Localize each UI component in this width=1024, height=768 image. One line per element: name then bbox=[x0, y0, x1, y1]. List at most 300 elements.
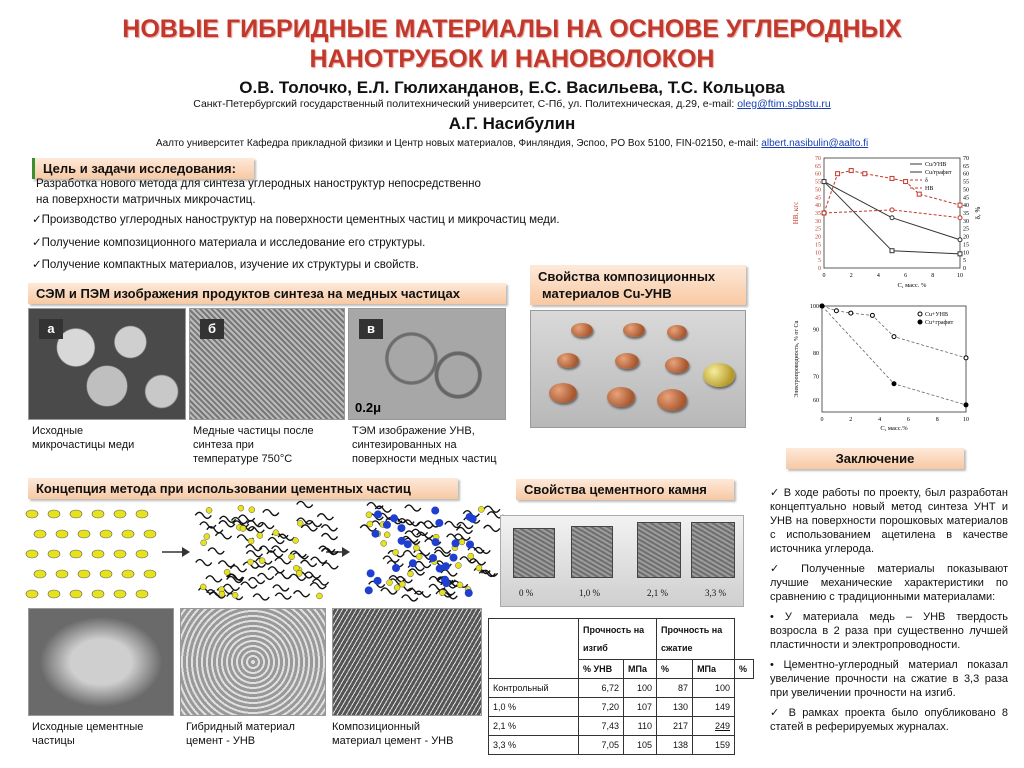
composite-material-image bbox=[332, 608, 482, 716]
particle bbox=[114, 510, 126, 518]
particle bbox=[201, 540, 207, 546]
coin bbox=[557, 353, 579, 368]
matrix-particle bbox=[466, 513, 474, 521]
legend-entry: HB bbox=[925, 186, 934, 192]
y-axis-label: HB, кгс bbox=[792, 201, 800, 225]
particle bbox=[232, 592, 238, 598]
nanofiber bbox=[275, 558, 291, 564]
caption-line: микрочастицы меди bbox=[32, 439, 135, 451]
caption-line: температуре 750°C bbox=[193, 453, 293, 465]
caption-line: синтеза при bbox=[193, 439, 254, 451]
nanofiber bbox=[246, 551, 262, 557]
x-tick-label: 8 bbox=[931, 273, 935, 279]
particle bbox=[136, 510, 148, 518]
nanofiber bbox=[253, 594, 269, 600]
caption-line: частицы bbox=[32, 735, 75, 747]
affiliation-2 bbox=[0, 138, 1024, 149]
poster-title-line2: НАНОТРУБОК И НАНОВОЛОКОН bbox=[309, 45, 715, 73]
cement-brick bbox=[637, 522, 681, 578]
email-link-2[interactable]: albert.nasibulin@aalto.fi bbox=[761, 138, 869, 149]
y-tick-label: 60 bbox=[813, 398, 819, 405]
particle bbox=[416, 554, 422, 560]
y-tick-label: 70 bbox=[813, 374, 819, 381]
x-tick-label: 6 bbox=[906, 417, 910, 423]
particle bbox=[289, 554, 295, 560]
conclusion-item-1: ✓ В ходе работы по проекту, был разработан концептуально новый метод синтеза УНТ и УНВ на поверхности порошковых материалов с использованием ацетилена в качестве источника углерода. bbox=[770, 487, 1008, 555]
matrix-particle bbox=[450, 554, 458, 562]
affiliation-2-text: Аалто университет Кафедра прикладной физики и Центр новых материалов, Финляндия, Эспоо, PO Box 5100, FIN-02150, e-mail: bbox=[155, 138, 762, 149]
matrix-particle bbox=[465, 589, 473, 597]
table-cell: 87 bbox=[657, 679, 693, 698]
goals-intro bbox=[36, 176, 481, 208]
data-point bbox=[964, 356, 968, 360]
matrix-particle bbox=[435, 519, 443, 527]
y2-tick-label: 40 bbox=[963, 203, 969, 210]
cement-bricks-photo bbox=[500, 515, 744, 607]
data-point bbox=[958, 238, 962, 242]
brick-label: 3,3 % bbox=[705, 588, 726, 598]
image-letter-b: б bbox=[200, 319, 224, 339]
particle bbox=[122, 570, 134, 578]
conclusion-item-3: • У материала медь – УНВ твердость возросла в 2 раза при существенно лучшей пластичности и электропроводности. bbox=[770, 611, 1008, 651]
nanofiber bbox=[301, 560, 317, 566]
concept-caption-3 bbox=[332, 720, 453, 748]
particle bbox=[78, 530, 90, 538]
data-point bbox=[870, 313, 874, 317]
y2-tick-label: 10 bbox=[963, 250, 969, 257]
nanofiber bbox=[415, 561, 431, 567]
x-tick-label: 4 bbox=[878, 417, 882, 423]
y-tick-label: 25 bbox=[815, 226, 821, 233]
matrix-particle bbox=[451, 539, 459, 547]
table-row bbox=[489, 717, 754, 736]
caption-line: Исходные bbox=[32, 425, 84, 437]
matrix-particle bbox=[397, 524, 405, 532]
concept-heading: Концепция метода при использовании цементных частиц bbox=[28, 478, 458, 499]
table-cell: 1,0 % bbox=[489, 698, 579, 717]
conclusion-list bbox=[770, 486, 1008, 740]
table-cell: 130 bbox=[657, 698, 693, 717]
particle bbox=[387, 580, 393, 586]
caption-line: Гибридный материал bbox=[186, 721, 295, 733]
coin bbox=[607, 387, 635, 407]
matrix-particle bbox=[383, 521, 391, 529]
y-tick-label: 30 bbox=[815, 218, 821, 225]
goal-item-3-text: Получение компактных материалов, изучение их структуры и свойств. bbox=[41, 259, 419, 271]
email-link-1[interactable]: oleg@ftim.spbstu.ru bbox=[737, 98, 831, 110]
strength-table bbox=[488, 618, 754, 755]
particle bbox=[136, 590, 148, 598]
particle bbox=[478, 506, 484, 512]
y2-tick-label: 15 bbox=[963, 242, 969, 249]
cement-brick bbox=[691, 522, 735, 578]
goal-item-1-text: Производство углеродных наноструктур на поверхности цементных частиц и микрочастиц меди. bbox=[41, 214, 560, 226]
particle bbox=[122, 530, 134, 538]
composite-network bbox=[360, 503, 503, 601]
matrix-particle bbox=[392, 564, 400, 572]
y-tick-label: 100 bbox=[810, 304, 819, 310]
caption-line: цемент - УНВ bbox=[186, 735, 256, 747]
table-cell: МПа bbox=[623, 660, 656, 679]
tem-image-c bbox=[348, 308, 506, 420]
matrix-particle bbox=[436, 565, 444, 573]
particle bbox=[204, 534, 210, 540]
particle bbox=[92, 510, 104, 518]
nanofiber bbox=[196, 560, 212, 566]
particle bbox=[78, 570, 90, 578]
particle bbox=[259, 558, 265, 564]
particle bbox=[407, 571, 413, 577]
x-tick-label: 2 bbox=[849, 417, 853, 423]
particle bbox=[393, 549, 399, 555]
y-tick-label: 50 bbox=[815, 187, 821, 194]
matrix-particle bbox=[466, 540, 474, 548]
data-point bbox=[822, 211, 826, 215]
particle bbox=[100, 570, 112, 578]
cu-props-heading bbox=[530, 265, 746, 305]
table-row bbox=[489, 679, 754, 698]
cement-brick bbox=[571, 526, 613, 578]
x-tick-label: 2 bbox=[849, 273, 853, 279]
nanofiber bbox=[216, 533, 232, 539]
y-axis-label: Электропроводность, % от Cu bbox=[794, 320, 800, 398]
table-cell: 149 bbox=[693, 698, 735, 717]
heading-line: Свойства композиционных bbox=[538, 269, 716, 284]
table-cell: % bbox=[657, 660, 693, 679]
caption-line: Композиционный bbox=[332, 721, 420, 733]
coin bbox=[571, 323, 593, 337]
table-cell: 100 bbox=[693, 679, 735, 698]
table-cell: 249 bbox=[693, 717, 735, 736]
data-point bbox=[820, 304, 824, 308]
particle bbox=[384, 532, 390, 538]
y-tick-label: 0 bbox=[818, 266, 821, 272]
table-cell: 217 bbox=[657, 717, 693, 736]
conclusion-text: У материала медь – УНВ твердость возросла в 2 раза при существенно лучшей пластичности и электропроводности. bbox=[770, 611, 1008, 651]
x-tick-label: 4 bbox=[876, 273, 880, 279]
nanofiber bbox=[275, 593, 291, 599]
table-cell: МПа bbox=[693, 660, 735, 679]
x-tick-label: 0 bbox=[820, 417, 824, 423]
goal-item-2-text: Получение композиционного материала и исследование его структуры. bbox=[41, 237, 426, 249]
particle bbox=[206, 507, 212, 513]
authors: О.В. Толочко, Е.Л. Гюлиханданов, Е.С. Васильева, Т.С. Кольцова bbox=[239, 78, 785, 97]
nanofiber bbox=[258, 573, 274, 579]
y-tick-label: 60 bbox=[815, 171, 821, 178]
nanofiber bbox=[268, 538, 284, 544]
y2-tick-label: 70 bbox=[963, 156, 969, 162]
table-cell bbox=[489, 619, 579, 679]
y-tick-label: 65 bbox=[815, 163, 821, 170]
scale-bar-label: 0.2μ bbox=[355, 400, 382, 415]
conclusion-heading: Заключение bbox=[786, 448, 964, 469]
table-cell: 7,43 bbox=[579, 717, 624, 736]
nanofiber bbox=[275, 573, 291, 579]
table-cell: % bbox=[735, 660, 754, 679]
nanofiber bbox=[322, 563, 338, 569]
nanofiber bbox=[246, 545, 262, 551]
data-point bbox=[958, 203, 962, 207]
particle bbox=[367, 521, 373, 527]
table-cell: 107 bbox=[623, 698, 656, 717]
table-header-bend bbox=[579, 619, 657, 660]
particle bbox=[100, 530, 112, 538]
x-tick-label: 8 bbox=[935, 417, 939, 423]
data-point bbox=[890, 216, 894, 220]
y2-tick-label: 55 bbox=[963, 179, 969, 186]
y2-tick-label: 65 bbox=[963, 163, 969, 170]
particle bbox=[413, 545, 419, 551]
legend-swatch bbox=[918, 312, 922, 316]
particle bbox=[455, 562, 461, 568]
caption-line: поверхности медных частиц bbox=[352, 453, 497, 465]
data-point bbox=[890, 176, 894, 180]
particle bbox=[92, 550, 104, 558]
x-tick-label: 6 bbox=[904, 273, 908, 279]
data-point bbox=[849, 311, 853, 315]
image-letter-c: в bbox=[359, 319, 383, 339]
data-point bbox=[892, 335, 896, 339]
goal-item-1: ✓Производство углеродных наноструктур на поверхности цементных частиц и микрочастиц меди. bbox=[32, 214, 560, 226]
table-cell: Контрольный bbox=[489, 679, 579, 698]
data-point bbox=[958, 252, 962, 256]
matrix-particle bbox=[398, 537, 406, 545]
table-cell: 138 bbox=[657, 736, 693, 755]
conclusion-text: В ходе работы по проекту, был разработан концептуально новый метод синтеза УНТ и УНВ на поверхности порошковых материалов с использованием ацетилена в качестве источника углерода. bbox=[770, 487, 1008, 555]
particle bbox=[92, 590, 104, 598]
particle bbox=[293, 537, 299, 543]
matrix-particle bbox=[374, 510, 382, 518]
table-row bbox=[489, 619, 754, 660]
goals-intro-line2: на поверхности матричных микрочастиц. bbox=[36, 194, 256, 206]
sem-caption-a bbox=[32, 424, 134, 452]
data-point bbox=[964, 403, 968, 407]
table-cell: 3,3 % bbox=[489, 736, 579, 755]
concept-caption-2 bbox=[186, 720, 295, 748]
x-tick-label: 10 bbox=[957, 273, 963, 279]
cement-particles-image bbox=[28, 608, 174, 716]
particle bbox=[381, 540, 387, 546]
particle bbox=[56, 530, 68, 538]
nanofiber bbox=[208, 548, 224, 554]
goals-intro-line1: Разработка нового метода для синтеза углеродных наноструктур непосредственно bbox=[36, 178, 481, 190]
goal-item-3: ✓Получение компактных материалов, изучение их структуры и свойств. bbox=[32, 259, 419, 271]
conclusion-text: Цементно-углеродный материал показал увеличение прочности на сжатие в 3,3 раза при увеличении прочности на изгиб. bbox=[770, 659, 1008, 699]
data-point bbox=[890, 249, 894, 253]
particle bbox=[394, 585, 400, 591]
nanofiber bbox=[241, 582, 257, 588]
table-row bbox=[489, 736, 754, 755]
nanofiber bbox=[311, 557, 327, 563]
nanofiber bbox=[223, 584, 239, 590]
nanofiber bbox=[367, 503, 383, 509]
particle bbox=[238, 505, 244, 511]
particle bbox=[70, 510, 82, 518]
nanofiber bbox=[207, 527, 223, 533]
particle bbox=[26, 550, 38, 558]
nanofiber bbox=[206, 576, 222, 582]
data-point bbox=[917, 192, 921, 196]
y-tick-label: 35 bbox=[815, 211, 821, 217]
image-letter-a: а bbox=[39, 319, 63, 339]
nanofiber bbox=[248, 527, 264, 533]
y-tick-label: 55 bbox=[815, 179, 821, 186]
particle bbox=[248, 538, 254, 544]
heading-line: материалов Cu-УНВ bbox=[542, 286, 672, 301]
y2-axis-label: δ, % bbox=[974, 206, 982, 220]
y-tick-label: 80 bbox=[813, 351, 819, 358]
conclusion-text: В рамках проекта было опубликовано 8 статей в реферируемых журналах. bbox=[770, 707, 1008, 733]
data-point bbox=[849, 169, 853, 173]
nanofiber bbox=[273, 585, 289, 591]
particle bbox=[48, 590, 60, 598]
particle bbox=[200, 584, 206, 590]
particle bbox=[70, 550, 82, 558]
cement-props-heading: Свойства цементного камня bbox=[516, 479, 734, 500]
y-tick-label: 40 bbox=[815, 203, 821, 210]
particle bbox=[366, 512, 372, 518]
brick-label: 1,0 % bbox=[579, 588, 600, 598]
nanofiber bbox=[231, 566, 247, 572]
caption-line: материал цемент - УНВ bbox=[332, 735, 454, 747]
nanofiber bbox=[218, 561, 234, 567]
affiliation-1 bbox=[0, 98, 1024, 110]
conductivity-chart bbox=[788, 298, 978, 436]
particle bbox=[70, 590, 82, 598]
particle bbox=[297, 520, 303, 526]
particle bbox=[114, 590, 126, 598]
nanofiber bbox=[263, 510, 279, 516]
nanofiber bbox=[405, 505, 421, 511]
particle bbox=[257, 532, 263, 538]
concept-caption-1 bbox=[32, 720, 143, 748]
particle bbox=[399, 581, 405, 587]
hardness-ductility-chart bbox=[788, 152, 996, 294]
author-2: А.Г. Насибулин bbox=[448, 114, 576, 133]
coin bbox=[549, 383, 577, 403]
sem-image-a bbox=[28, 308, 186, 420]
table-cell: 7,20 bbox=[579, 698, 624, 717]
x-tick-label: 10 bbox=[963, 417, 969, 423]
nanofiber bbox=[322, 534, 338, 540]
nanofiber bbox=[247, 521, 263, 527]
legend-entry: δ bbox=[925, 178, 928, 184]
conclusion-item-2: ✓ Полученные материалы показывают лучшие механические характеристики по сравнению с традиционными материалами: bbox=[770, 563, 1008, 603]
particle bbox=[468, 553, 474, 559]
particle bbox=[459, 539, 465, 545]
table-cell: 6,72 bbox=[579, 679, 624, 698]
goals-heading: Цель и задачи исследования: bbox=[32, 158, 254, 179]
matrix-particle bbox=[432, 538, 440, 546]
data-point bbox=[904, 180, 908, 184]
y-tick-label: 70 bbox=[815, 156, 821, 162]
y-tick-label: 45 bbox=[815, 195, 821, 202]
y2-tick-label: 45 bbox=[963, 195, 969, 202]
nanofiber bbox=[249, 578, 265, 584]
legend-swatch bbox=[918, 320, 922, 324]
x-tick-label: 0 bbox=[822, 273, 826, 279]
nanofiber bbox=[294, 591, 310, 597]
data-point bbox=[863, 172, 867, 176]
particle bbox=[34, 570, 46, 578]
caption-line: Исходные цементные bbox=[32, 721, 144, 733]
legend-entry: Cu/УНВ bbox=[925, 162, 947, 168]
y2-tick-label: 25 bbox=[963, 226, 969, 233]
matrix-particle bbox=[365, 586, 373, 594]
cement-brick bbox=[513, 528, 555, 578]
header-line: изгиб bbox=[583, 643, 608, 653]
y2-tick-label: 5 bbox=[963, 258, 966, 265]
particle bbox=[248, 559, 254, 565]
particle bbox=[144, 570, 156, 578]
data-point bbox=[892, 382, 896, 386]
y-tick-label: 20 bbox=[815, 234, 821, 241]
matrix-particle bbox=[371, 530, 379, 538]
matrix-particle bbox=[390, 514, 398, 522]
y2-tick-label: 0 bbox=[963, 266, 966, 272]
particle bbox=[457, 582, 463, 588]
x-axis-label: C, масс. % bbox=[897, 282, 927, 289]
nanofiber bbox=[268, 567, 284, 573]
legend-entry: Cu+графит bbox=[925, 320, 954, 326]
particle bbox=[273, 530, 279, 536]
matrix-particle bbox=[442, 579, 450, 587]
y2-tick-label: 35 bbox=[963, 211, 969, 217]
particle bbox=[296, 570, 302, 576]
coin bbox=[665, 357, 689, 373]
matrix-particle bbox=[429, 554, 437, 562]
table-cell: % УНВ bbox=[579, 660, 624, 679]
y-tick-label: 15 bbox=[815, 242, 821, 249]
hybrid-material-image bbox=[180, 608, 326, 716]
nanofiber bbox=[469, 559, 485, 565]
table-row bbox=[489, 698, 754, 717]
brick-label: 0 % bbox=[519, 588, 534, 598]
cu-coins-photo bbox=[530, 310, 746, 428]
particle bbox=[48, 550, 60, 558]
y-tick-label: 90 bbox=[813, 327, 819, 334]
particle bbox=[144, 530, 156, 538]
data-point bbox=[834, 309, 838, 313]
nanofiber bbox=[258, 523, 274, 529]
nanofiber bbox=[402, 595, 418, 601]
y-tick-label: 5 bbox=[818, 258, 821, 265]
coin bbox=[703, 363, 735, 387]
matrix-particle bbox=[431, 507, 439, 515]
affiliation-1-text: Санкт-Петербургский государственный политехнический университет, С-Пб, ул. Политехническая, д.29, e-mail: bbox=[193, 98, 738, 110]
particle bbox=[316, 593, 322, 599]
particle bbox=[224, 569, 230, 575]
y2-tick-label: 30 bbox=[963, 218, 969, 225]
nanofiber bbox=[484, 525, 500, 531]
y2-tick-label: 50 bbox=[963, 187, 969, 194]
y2-tick-label: 20 bbox=[963, 234, 969, 241]
concept-diagram bbox=[24, 500, 510, 604]
conclusion-item-5: ✓ В рамках проекта было опубликовано 8 статей в реферируемых журналах. bbox=[770, 707, 1008, 733]
sem-caption-c bbox=[352, 424, 497, 466]
particle bbox=[136, 550, 148, 558]
particle bbox=[476, 565, 482, 571]
table-cell: 110 bbox=[623, 717, 656, 736]
legend-entry: Cu/графит bbox=[925, 170, 952, 176]
particle bbox=[114, 550, 126, 558]
matrix-particle bbox=[367, 569, 375, 577]
table-cell: 105 bbox=[623, 736, 656, 755]
nanofiber bbox=[321, 525, 337, 531]
particle bbox=[56, 570, 68, 578]
table-header-compression bbox=[657, 619, 735, 660]
caption-line: Медные частицы после bbox=[193, 425, 314, 437]
